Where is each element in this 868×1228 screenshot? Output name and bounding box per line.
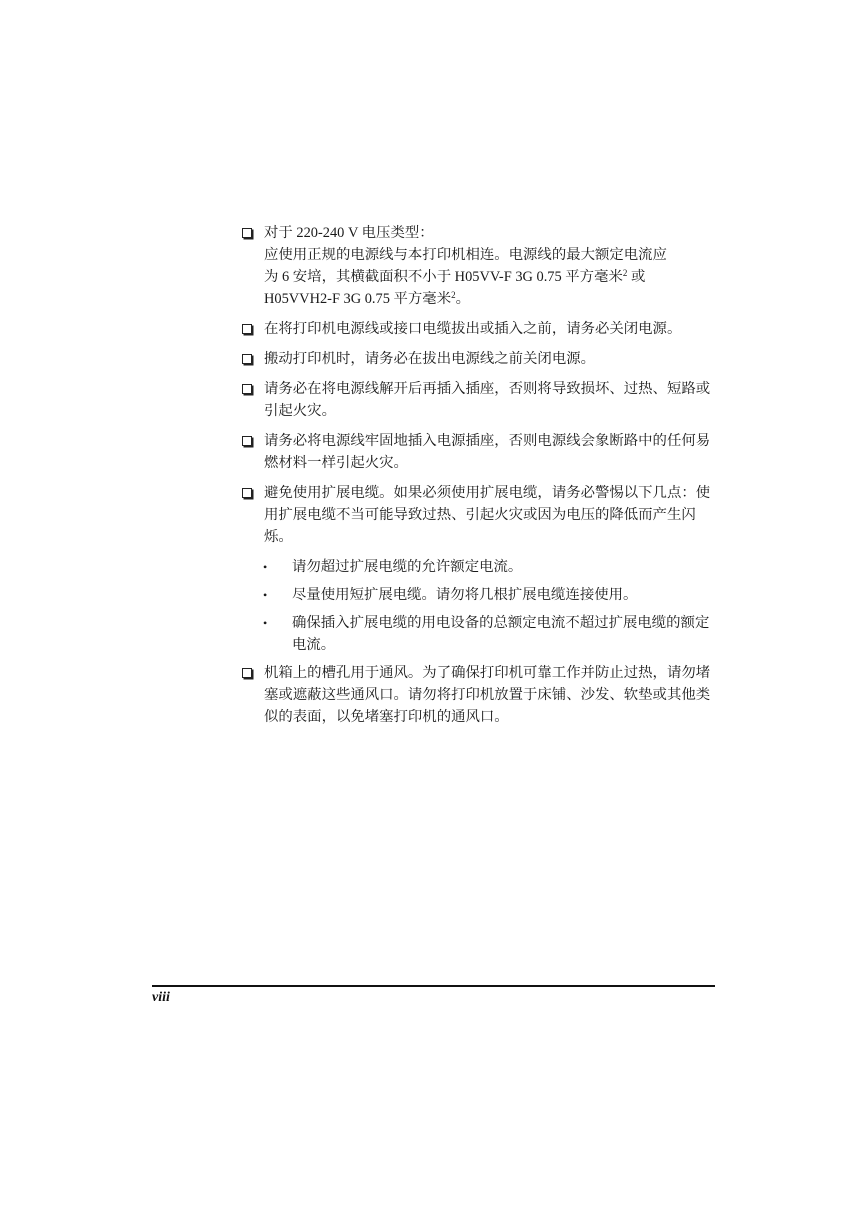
checkbox-bullet-icon xyxy=(242,324,252,334)
sub-list-item-text: 尽量使用短扩展电缆。请勿将几根扩展电缆连接使用。 xyxy=(292,587,638,603)
list-item-text: 搬动打印机时，请务必在拔出电源线之前关闭电源。 xyxy=(264,351,595,367)
sub-list-item xyxy=(242,556,718,578)
checkbox-bullet-icon xyxy=(242,228,252,238)
list-item-text: 避免使用扩展电缆。如果必须使用扩展电缆，请务必警惕以下几点：使用扩展电缆不当可能导致过热、引起火灾或因为电压的降低而产生闪烁。 xyxy=(264,485,711,545)
voltage-line-2: 为 6 安培，其横截面积不小于 H05VV-F 3G 0.75 平方毫米$^2$ 或 xyxy=(264,268,646,285)
bullet-dot-icon: • xyxy=(263,560,268,574)
checkbox-bullet-icon xyxy=(242,354,252,364)
list-item xyxy=(242,430,718,474)
list-item-extension-cable xyxy=(242,482,718,548)
voltage-line-3: H05VVH2-F 3G 0.75 平方毫米$^2$。 xyxy=(264,290,470,307)
voltage-line-1: 应使用正规的电源线与本打印机相连。电源线的最大额定电流应 xyxy=(264,247,667,263)
footer-divider xyxy=(152,985,715,987)
sub-list-item xyxy=(242,584,718,606)
list-item-text: 请务必在将电源线解开后再插入插座，否则将导致损坏、过热、短路或引起火灾。 xyxy=(264,381,711,419)
list-item xyxy=(242,318,718,340)
voltage-heading: 对于 220-240 V 电压类型： xyxy=(264,225,434,241)
list-item-voltage xyxy=(242,222,718,310)
bullet-dot-icon: • xyxy=(263,588,268,602)
bullet-dot-icon: • xyxy=(263,616,268,630)
checkbox-bullet-icon xyxy=(242,384,252,394)
page-number: viii xyxy=(152,990,170,1005)
list-item-text: 请务必将电源线牢固地插入电源插座，否则电源线会象断路中的任何易燃材料一样引起火灾。 xyxy=(264,433,711,471)
list-item-text: 机箱上的槽孔用于通风。为了确保打印机可靠工作并防止过热，请勿堵塞或遮蔽这些通风口。请勿将打印机放置于床铺、沙发、软垫或其他类似的表面，以免堵塞打印机的通风口。 xyxy=(264,665,711,725)
list-item-ventilation xyxy=(242,662,718,728)
list-item-text: 在将打印机电源线或接口电缆拔出或插入之前，请务必关闭电源。 xyxy=(264,321,682,337)
checkbox-bullet-icon xyxy=(242,488,252,498)
checkbox-bullet-icon xyxy=(242,668,252,678)
list-item xyxy=(242,348,718,370)
sub-list-item-text: 确保插入扩展电缆的用电设备的总额定电流不超过扩展电缆的额定电流。 xyxy=(292,615,710,653)
safety-notes xyxy=(242,222,718,736)
list-item xyxy=(242,378,718,422)
sub-list-item xyxy=(242,612,718,656)
sub-list-item-text: 请勿超过扩展电缆的允许额定电流。 xyxy=(292,559,523,575)
checkbox-bullet-icon xyxy=(242,436,252,446)
